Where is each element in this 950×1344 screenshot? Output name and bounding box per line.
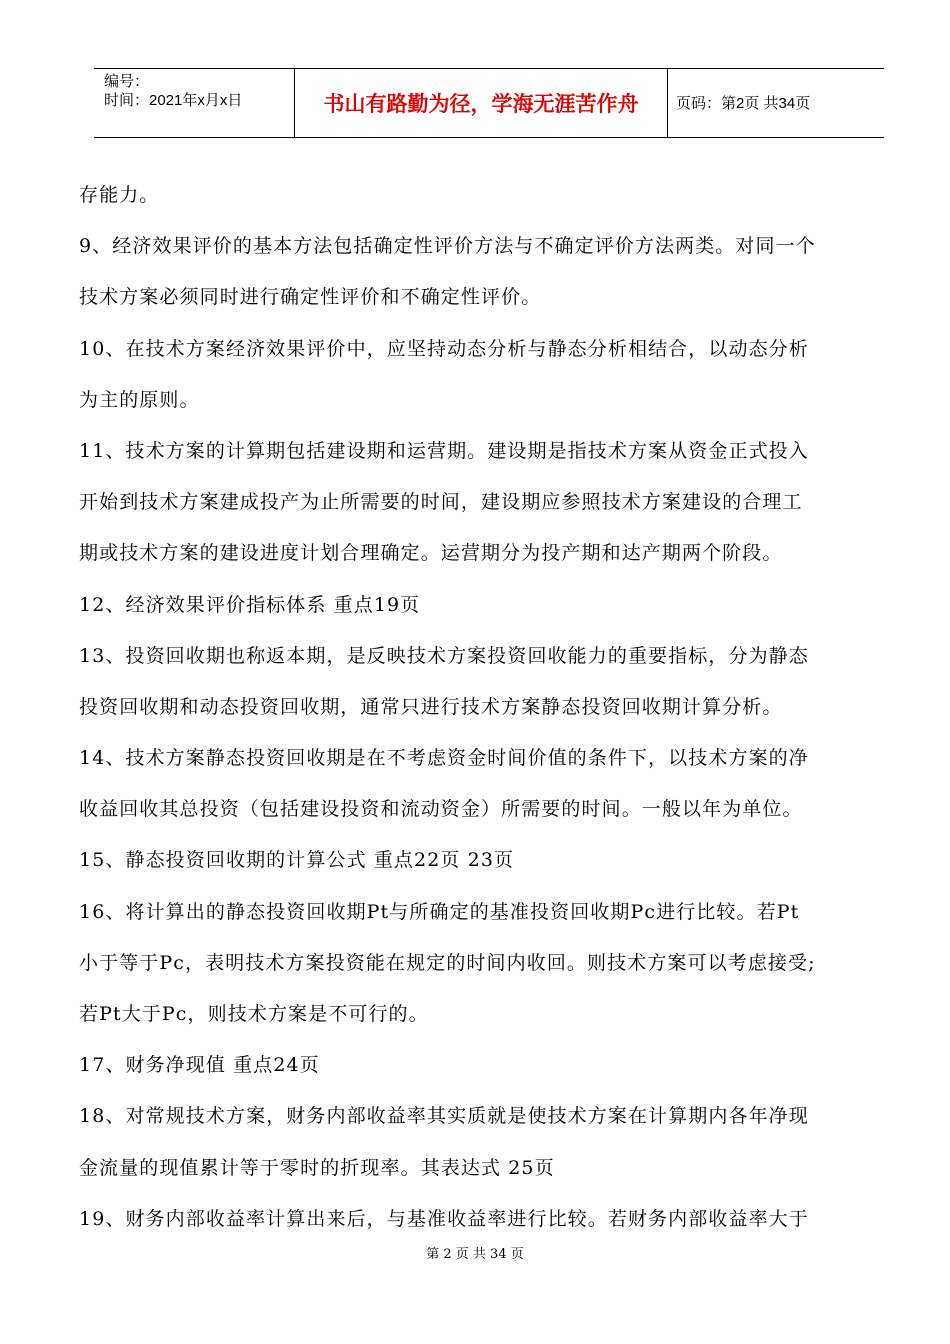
text-line: 小于等于Pc，表明技术方案投资能在规定的时间内收回。则技术方案可以考虑接受; [79,951,816,974]
text-line: 收益回收其总投资（包括建设投资和流动资金）所需要的时间。一般以年为单位。 [79,798,803,821]
text-line: 期或技术方案的建设进度计划合理确定。运营期分为投产期和达产期两个阶段。 [79,542,783,565]
text-line: 为主的原则。 [79,388,200,411]
header-info-cell [94,69,295,137]
time-label: 时间：2021年x月x日 [104,92,243,109]
header-motto: 书山有路勤为径，学海无涯苦作舟 [323,92,639,116]
text-line: 投资回收期和动态投资回收期，通常只进行技术方案静态投资回收期计算分析。 [79,695,783,718]
serial-label: 编号： [104,73,150,90]
header-motto-cell [295,69,668,137]
text-line: 13、投资回收期也称返本期，是反映技术方案投资回收能力的重要指标，分为静态 [79,644,809,667]
header-page-label: 页码：第2页 共34页 [676,95,811,112]
text-line: 9、经济效果评价的基本方法包括确定性评价方法与不确定评价方法两类。对同一个 [79,235,816,258]
text-line: 技术方案必须同时进行确定性评价和不确定性评价。 [79,286,542,309]
text-line: 17、财务净现值 重点24页 [79,1054,320,1077]
text-line: 19、财务内部收益率计算出来后，与基准收益率进行比较。若财务内部收益率大于 [79,1207,809,1230]
text-line: 12、经济效果评价指标体系 重点19页 [79,593,421,616]
header-page-cell [668,69,884,137]
text-line: 15、静态投资回收期的计算公式 重点22页 23页 [79,849,515,872]
page-footer: 第 2 页 共 34 页 [426,1247,524,1262]
text-line: 10、在技术方案经济效果评价中，应坚持动态分析与静态分析相结合，以动态分析 [79,337,809,360]
text-line: 18、对常规技术方案，财务内部收益率其实质就是使技术方案在计算期内各年净现 [79,1105,809,1128]
document-body [79,170,911,1245]
text-line: 14、技术方案静态投资回收期是在不考虑资金时间价值的条件下，以技术方案的净 [79,747,809,770]
page-header [94,68,884,138]
text-line: 若Pt大于Pc，则技术方案是不可行的。 [79,1003,429,1025]
text-line: 16、将计算出的静态投资回收期Pt与所确定的基准投资回收期Pc进行比较。若Pt [79,900,800,923]
text-line: 存能力。 [79,184,160,206]
text-line: 金流量的现值累计等于零时的折现率。其表达式 25页 [79,1156,555,1179]
text-line: 开始到技术方案建成投产为止所需要的时间，建设期应参照技术方案建设的合理工 [79,491,803,514]
text-line: 11、技术方案的计算期包括建设期和运营期。建设期是指技术方案从资金正式投入 [79,439,809,462]
